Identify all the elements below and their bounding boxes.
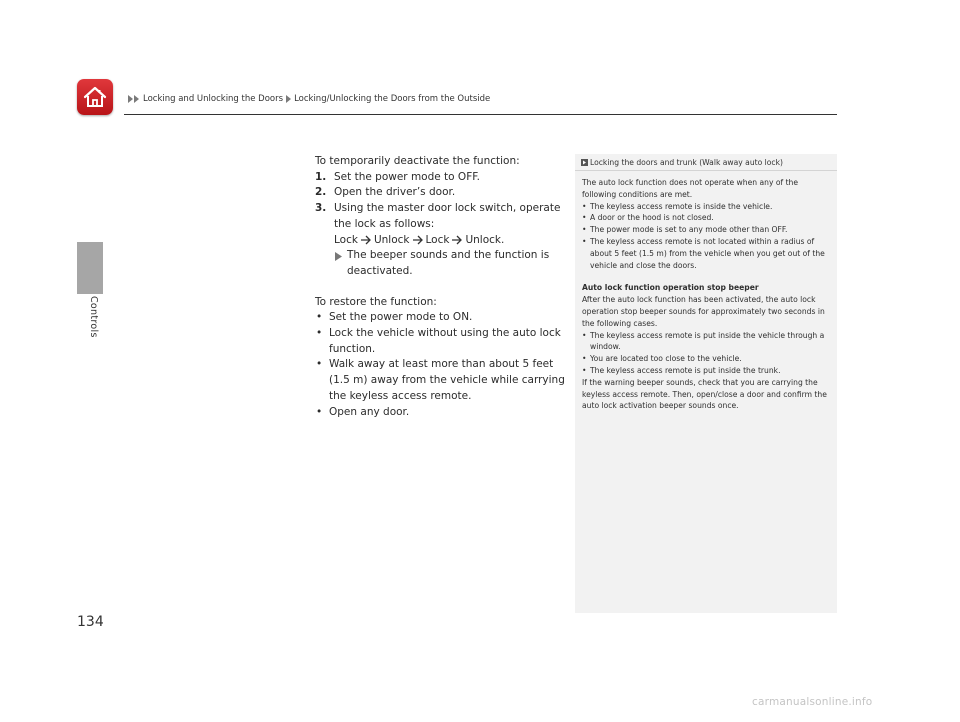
sidebar-condition: • The keyless access remote is not located within a radius of about 5 feet (1.5 m) from the vehicle when you get out of the vehicle and close the doors.	[582, 236, 825, 270]
sidebar-beeper-case: • The keyless access remote is put inside the vehicle through a window.	[582, 330, 825, 352]
home-icon	[82, 85, 108, 109]
sequence-step: Lock	[425, 233, 450, 246]
sidebar-beeper-intro: After the auto lock function has been activated, the auto lock operation stop beeper sounds for approximately two seconds in the following cases.	[582, 295, 825, 328]
sidebar-heading-link[interactable]: Locking the doors and trunk (Walk away auto lock)	[590, 158, 783, 167]
sequence-step: Unlock.	[465, 233, 505, 246]
sidebar-intro: The auto lock function does not operate when any of the following conditions are met.	[582, 178, 799, 199]
page-number: 134	[77, 614, 104, 630]
deactivate-intro: To temporarily deactivate the function:	[315, 155, 520, 167]
arrow-right-icon	[412, 235, 424, 245]
reference-marker-icon	[581, 159, 588, 168]
header-divider	[124, 114, 837, 115]
breadcrumb-current: Locking/Unlocking the Doors from the Outside	[294, 94, 491, 104]
restore-item: • Lock the vehicle without using the auto lock function.	[316, 327, 561, 355]
sidebar-condition: • A door or the hood is not closed.	[582, 213, 714, 223]
section-tab-label: Controls	[88, 296, 99, 338]
result-arrow-icon	[334, 251, 343, 267]
breadcrumb-arrow-icon	[128, 95, 140, 103]
step-item: 2. Open the driver’s door.	[315, 186, 456, 199]
sidebar-subheading: Auto lock function operation stop beeper	[582, 283, 759, 293]
sidebar-note	[575, 154, 837, 613]
sidebar-condition: • The power mode is set to any mode other than OFF.	[582, 225, 788, 235]
restore-item: • Open any door.	[316, 405, 410, 418]
sidebar-condition: • The keyless access remote is inside the vehicle.	[582, 201, 773, 211]
restore-item: • Walk away at least more than about 5 feet (1.5 m) away from the vehicle while carrying the keyless access remote.	[316, 358, 565, 402]
arrow-right-icon	[451, 235, 463, 245]
arrow-right-icon	[360, 235, 372, 245]
lock-sequence	[315, 233, 565, 249]
sidebar-beeper-case: • The keyless access remote is put inside the trunk.	[582, 365, 781, 375]
breadcrumb	[128, 94, 490, 104]
restore-item: • Set the power mode to ON.	[316, 311, 473, 324]
result-note: The beeper sounds and the function is deactivated.	[315, 248, 565, 279]
sidebar-body	[575, 171, 837, 412]
step-item: 1. Set the power mode to OFF.	[315, 170, 480, 183]
section-tab-marker	[77, 242, 103, 294]
sidebar-closing: If the warning beeper sounds, check that you are carrying the keyless access remote. Then, open/close a door and confirm the auto lock activation beeper sounds once.	[582, 377, 827, 411]
watermark: carmanualsonline.info	[752, 696, 873, 708]
sidebar-heading	[575, 154, 837, 171]
sidebar-beeper-case: • You are located too close to the vehicle.	[582, 354, 742, 364]
sequence-step: Unlock	[373, 233, 410, 246]
home-button[interactable]	[77, 79, 113, 115]
breadcrumb-separator-icon	[285, 95, 292, 103]
sequence-step: Lock	[334, 233, 358, 246]
step-item: 3. Using the master door lock switch, operate the lock as follows:	[315, 202, 561, 230]
breadcrumb-link-locking[interactable]: Locking and Unlocking the Doors	[143, 94, 284, 104]
main-content	[315, 154, 565, 420]
restore-heading: To restore the function:	[315, 295, 437, 308]
